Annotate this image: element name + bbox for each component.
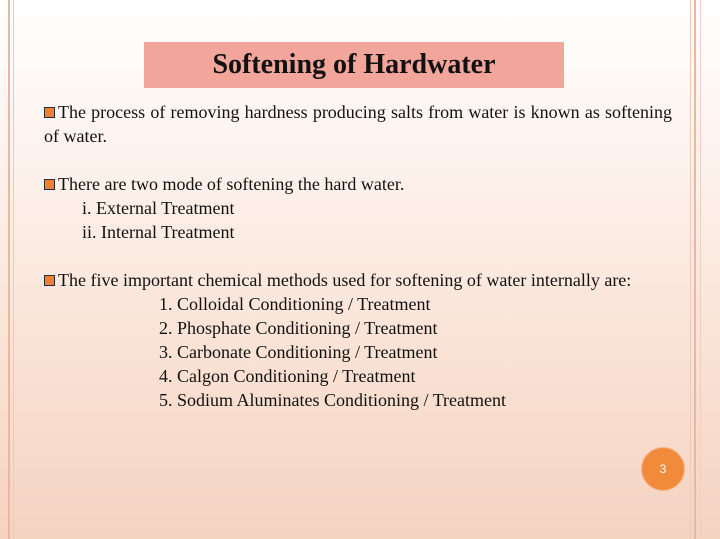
border-line — [8, 0, 10, 539]
list-item: 3. Carbonate Conditioning / Treatment — [159, 342, 438, 362]
paragraph-definition — [44, 100, 672, 148]
slide-title: Softening of Hardwater — [212, 49, 496, 80]
list-item: ii. Internal Treatment — [82, 222, 235, 242]
paragraph-text: The process of removing hardness producing salts from water is known as softening of water. — [44, 102, 672, 146]
title-box — [144, 42, 564, 88]
border-line — [694, 0, 696, 539]
methods-block — [44, 268, 672, 412]
paragraph-modes — [44, 172, 672, 196]
list-item: 1. Colloidal Conditioning / Treatment — [159, 294, 431, 314]
border-line — [700, 0, 701, 539]
square-bullet-icon — [44, 275, 55, 286]
list-item: 4. Calgon Conditioning / Treatment — [159, 366, 416, 386]
page-number-badge: 3 — [642, 448, 684, 490]
paragraph-text: The five important chemical methods used for softening of water internally are: — [58, 270, 632, 290]
border-line — [690, 0, 691, 539]
slide-content — [44, 100, 672, 436]
paragraph-text: There are two mode of softening the hard water. — [58, 174, 405, 194]
paragraph-methods — [44, 268, 672, 292]
list-item: i. External Treatment — [82, 198, 235, 218]
square-bullet-icon — [44, 179, 55, 190]
list-item: 5. Sodium Aluminates Conditioning / Treatment — [159, 390, 507, 410]
border-line — [13, 0, 14, 539]
square-bullet-icon — [44, 107, 55, 118]
list-item: 2. Phosphate Conditioning / Treatment — [159, 318, 438, 338]
modes-block — [44, 172, 672, 244]
